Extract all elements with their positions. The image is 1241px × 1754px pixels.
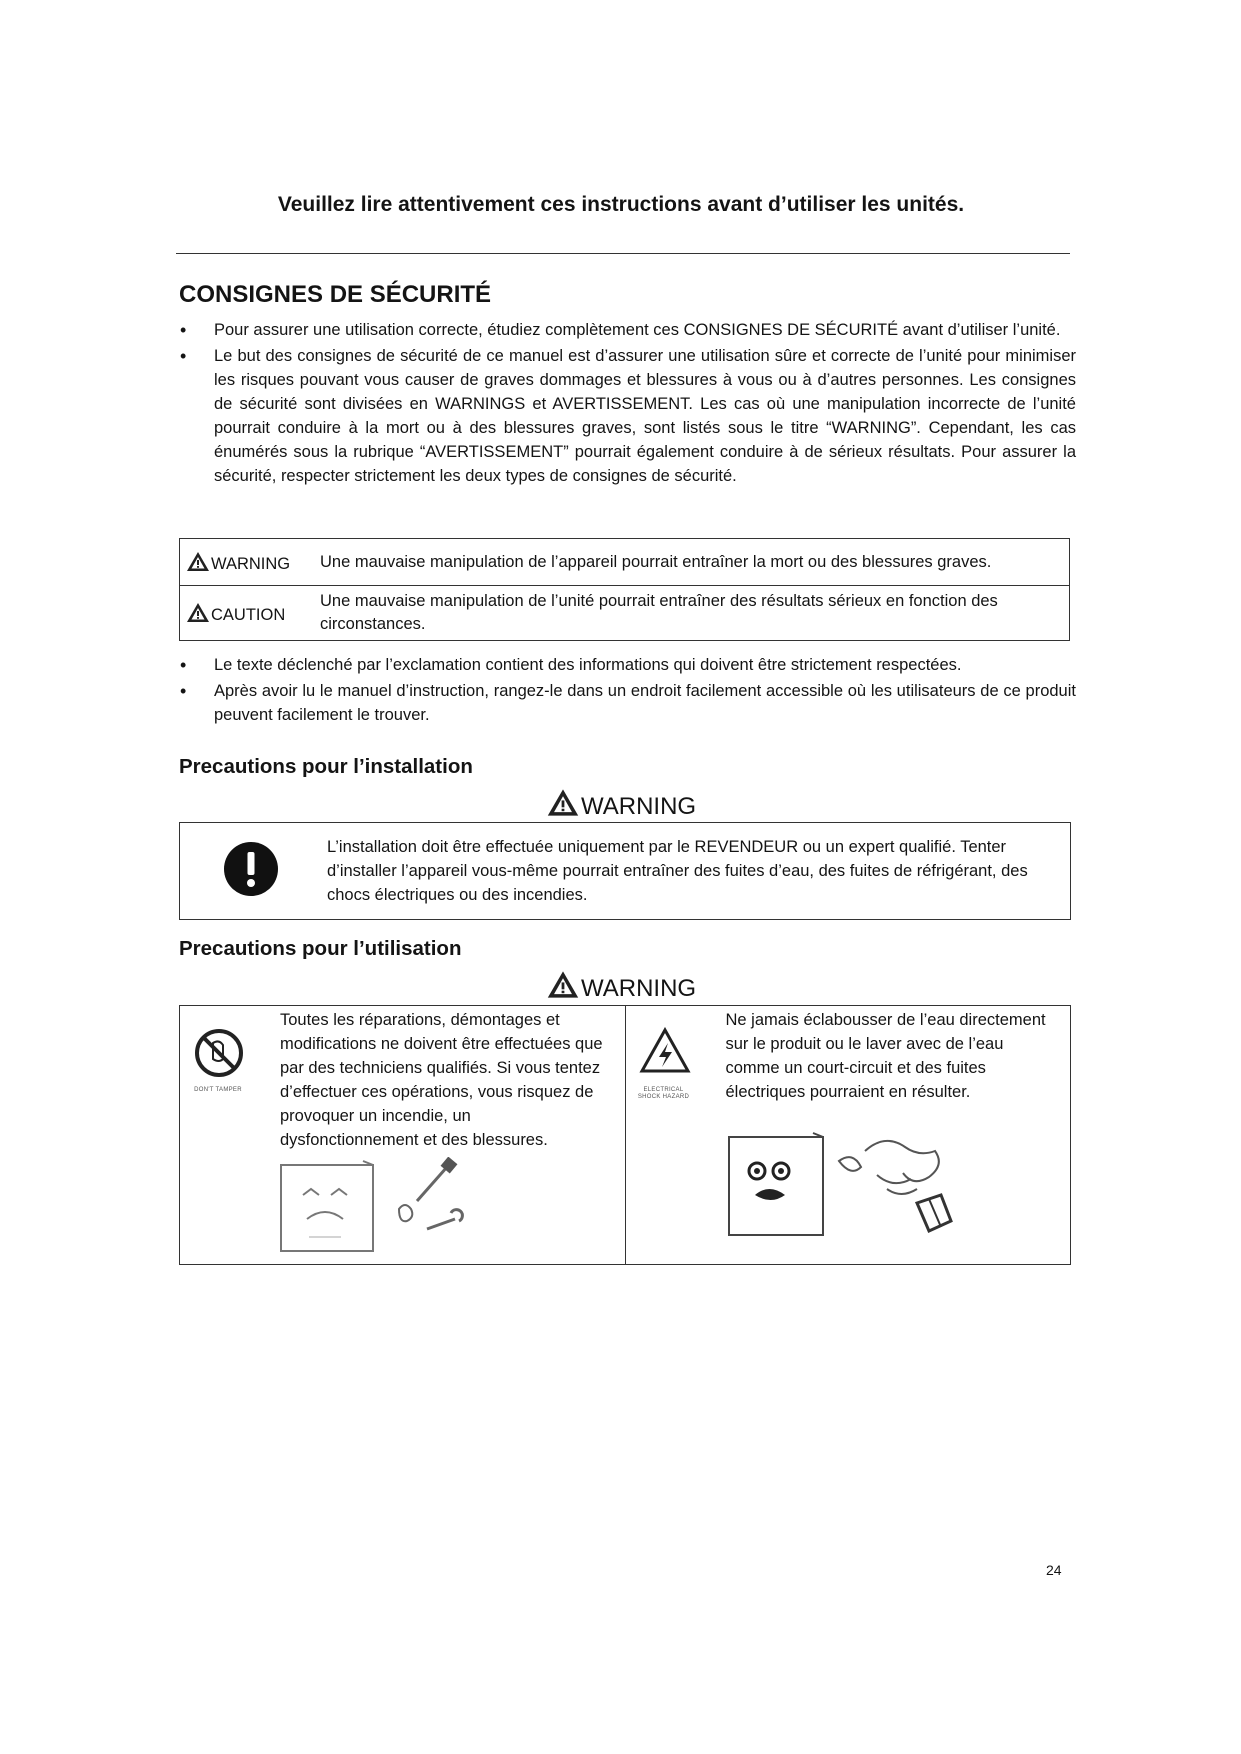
installation-warning-box: [179, 822, 1071, 920]
icon-caption: ELECTRICAL SHOCK HAZARD: [637, 1087, 690, 1100]
signal-label: WARNING: [211, 554, 291, 573]
signal-description: Une mauvaise manipulation de l’unité pourrait entraîner des résultats sérieux en fonction des circonstances.: [310, 586, 1070, 641]
unit-splashed-with-water-illustration: [727, 1131, 967, 1241]
exclamation-circle-icon: [223, 841, 279, 897]
usage-left-text: Toutes les réparations, démontages et modifications ne doivent être effectuées que par des techniciens qualifiés. Si vous tentez d’effectuer ces opérations, vous risquez de provoquer un incendie, un dysfonctionnement et des blessures.: [280, 1011, 603, 1149]
no-tamper-icon: [193, 1027, 245, 1079]
warning-label: WARNING: [581, 975, 697, 1002]
usage-right-text: Ne jamais éclabousser de l’eau directement sur le produit ou le laver avec de l’eau comme un court-circuit et des fuites électriques pourraient en résulter.: [725, 1011, 1046, 1101]
installation-warning-text: L’installation doit être effectuée uniquement par le REVENDEUR ou un expert qualifié. Tenter d’installer l’appareil vous-même pourrait entraîner des fuites d’eau, des fuites de réfrigérant, des chocs électriques ou des incendies.: [321, 823, 1071, 920]
warning-triangle-icon: [546, 970, 580, 999]
caution-triangle-icon: [186, 602, 210, 623]
usage-right-cell: [625, 1006, 1071, 1265]
table-row: [180, 586, 1070, 641]
safety-bullet-list: [176, 318, 1076, 490]
list-item: • Le texte déclenché par l’exclamation contient des informations qui doivent être strictement respectées.: [176, 653, 1076, 677]
warning-label: WARNING: [581, 793, 697, 820]
warning-triangle-icon: [546, 788, 580, 817]
safety-section-title: CONSIGNES DE SÉCURITÉ: [179, 281, 492, 308]
table-row: [180, 823, 1071, 920]
signal-label-cell: [180, 586, 311, 641]
icon-cell: [180, 823, 322, 920]
signal-label: CAUTION: [211, 605, 286, 624]
page-heading: Veuillez lire attentivement ces instructions avant d’utiliser les unités.: [277, 193, 965, 216]
signal-words-table: [179, 538, 1070, 641]
usage-title: Precautions pour l’utilisation: [179, 937, 462, 960]
safety-bullet-list-2: [176, 653, 1076, 729]
signal-description: Une mauvaise manipulation de l’appareil pourrait entraîner la mort ou des blessures graves.: [310, 539, 1070, 586]
unit-with-tools-illustration: [279, 1157, 479, 1253]
signal-label-cell: [180, 539, 311, 586]
list-item: • Le but des consignes de sécurité de ce manuel est d’assurer une utilisation sûre et correcte de l’unité pour minimiser les risques pouvant vous causer de graves dommages et blessures à vous ou à d’autres personnes. Les consignes de sécurité sont divisées en WARNINGS et AVERTISSEMENT. Les cas où une manipulation incorrecte de l’unité pourrait conduire à la mort ou à des blessures graves, sont listés sous le titre “WARNING”. Cependant, les cas énumérés sous la rubrique “AVERTISSEMENT” pourrait également conduire à de sérieux résultats. Pour assurer la sécurité, respecter strictement les deux types de consignes de sécurité.: [176, 344, 1076, 488]
heading-divider: [176, 253, 1070, 254]
electric-shock-icon: [639, 1027, 691, 1075]
installation-warning-heading: [546, 788, 696, 821]
warning-triangle-icon: [186, 551, 210, 572]
icon-caption: DON'T TAMPER: [194, 1087, 242, 1093]
table-row: [180, 1006, 1071, 1265]
table-row: [180, 539, 1070, 586]
page-number: 24: [1046, 1562, 1062, 1578]
installation-title: Precautions pour l’installation: [179, 755, 473, 778]
list-item: • Pour assurer une utilisation correcte, étudiez complètement ces CONSIGNES DE SÉCURITÉ avant d’utiliser l’unité.: [176, 318, 1076, 342]
usage-left-cell: [180, 1006, 626, 1265]
usage-warning-heading: [546, 970, 696, 1003]
usage-warning-box: [179, 1005, 1071, 1265]
list-item: • Après avoir lu le manuel d’instruction, rangez-le dans un endroit facilement accessible où les utilisateurs de ce produit peuvent facilement le trouver.: [176, 679, 1076, 727]
